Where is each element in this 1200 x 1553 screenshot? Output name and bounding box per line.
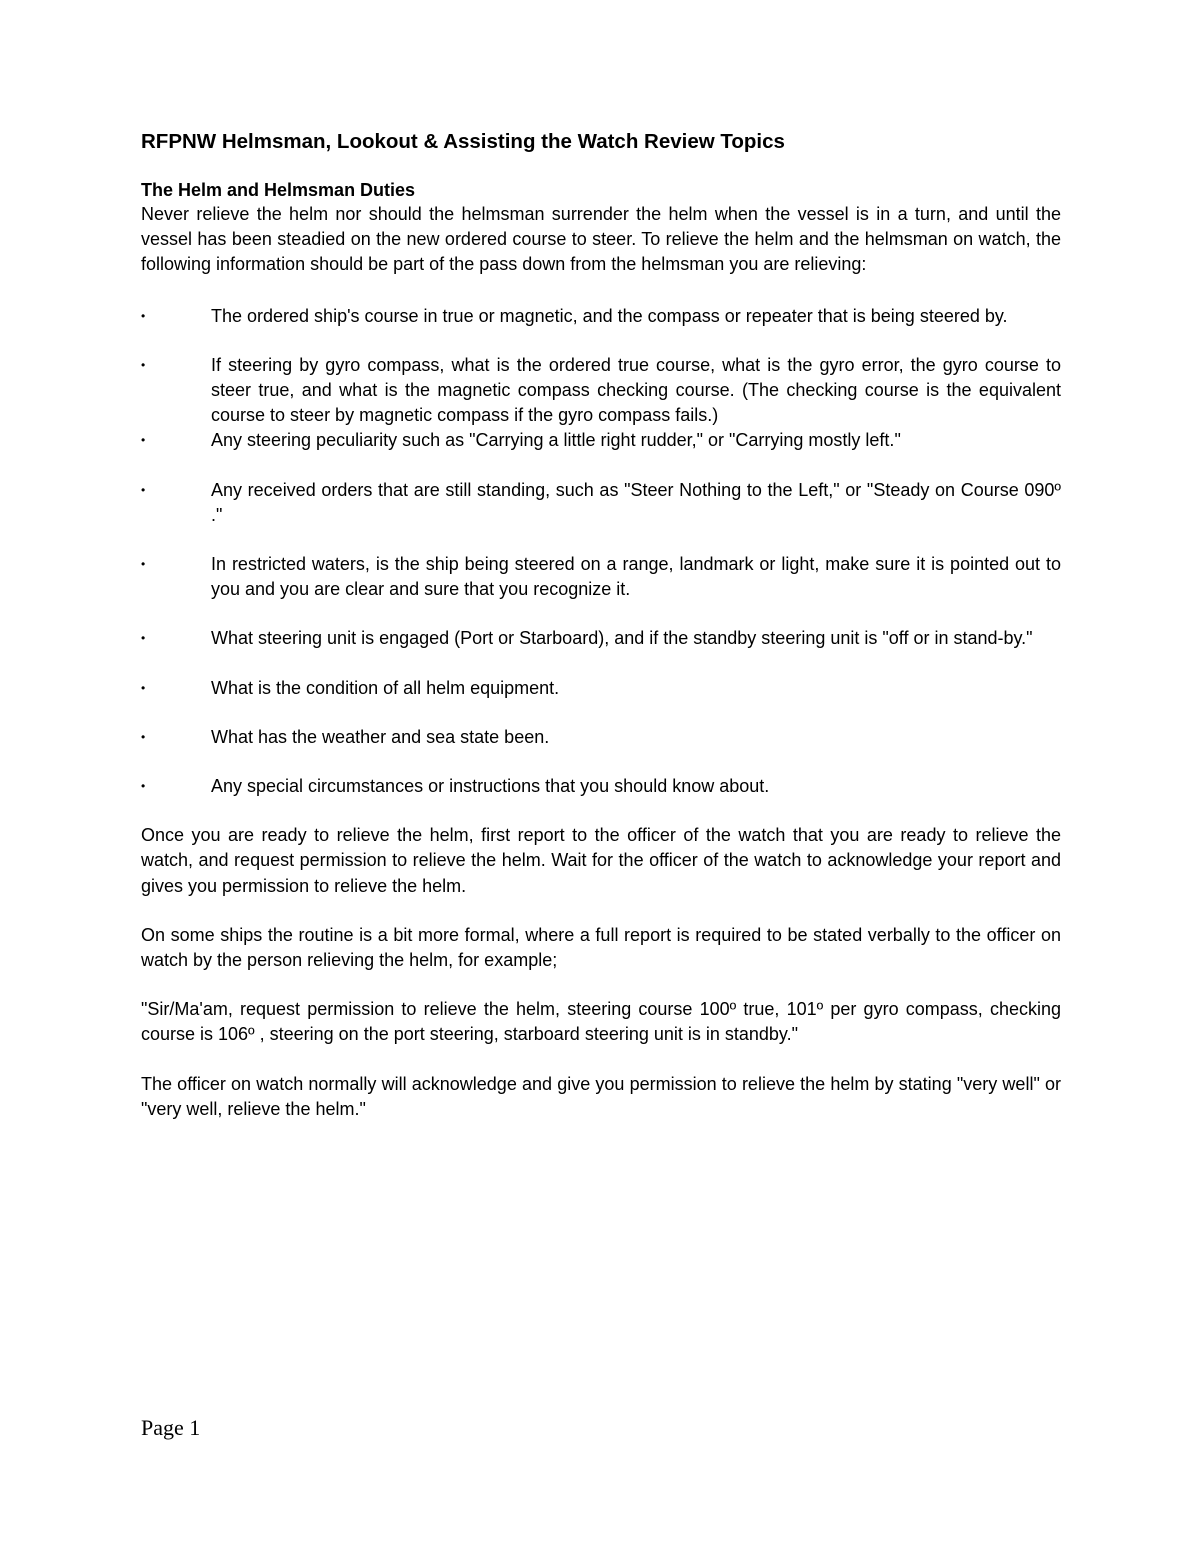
list-item [141,353,1061,429]
list-item-text: If steering by gyro compass, what is the ordered true course, what is the gyro error, the gyro course to steer true, and what is the magnetic compass checking course. (The checking course is the equivalent course to steer by magnetic compass if the gyro compass fails.) [211,354,1061,426]
list-item-text: In restricted waters, is the ship being steered on a range, landmark or light, make sure it is pointed out to you and you are clear and sure that you recognize it. [211,554,1061,600]
list-item-text: What steering unit is engaged (Port or Starboard), and if the standby steering unit is "off or in stand-by." [211,628,1033,649]
list-item [141,626,1061,651]
example-report-paragraph: "Sir/Ma'am, request permission to relieve the helm, steering course 100º true, 101º per gyro compass, checking course is 106º , steering on the port steering, starboard steering unit is in standby." [141,999,1061,1045]
list-item-text: Any special circumstances or instructions that you should know about. [211,776,770,797]
intro-paragraph: Never relieve the helm nor should the helmsman surrender the helm when the vessel is in a turn, and until the vessel has been steadied on the new ordered course to steer. To relieve the helm and the helmsman on watch, the following information should be part of the pass down from the helmsman you are relieving: [141,204,1061,275]
list-item-text: What is the condition of all helm equipment. [211,677,560,698]
document-body [141,128,1061,1146]
list-item [141,774,1061,799]
bullet-icon: • [141,433,146,448]
list-item [141,304,1061,329]
bullet-icon: • [141,779,146,794]
list-item [141,428,1061,453]
list-item [141,725,1061,750]
list-item [141,676,1061,701]
section-heading: The Helm and Helmsman Duties [141,180,416,200]
body-paragraph: The officer on watch normally will acknowledge and give you permission to relieve the helm by stating "very well" or "very well, relieve the helm." [141,1073,1061,1119]
page-number: Page 1 [141,1415,201,1440]
body-paragraph: Once you are ready to relieve the helm, first report to the officer of the watch that you are ready to relieve the watch, and request permission to relieve the helm. Wait for the officer of the watch to acknowledge your report and gives you permission to relieve the helm. [141,825,1061,896]
bullet-icon: • [141,482,146,497]
list-item-text: Any received orders that are still standing, such as "Steer Nothing to the Left," or "Steady on Course 090º ." [211,479,1061,525]
list-item [141,478,1061,528]
bullet-icon: • [141,308,146,323]
list-item [141,552,1061,602]
list-item-text: What has the weather and sea state been. [211,726,550,747]
bullet-icon: • [141,631,146,646]
bullet-icon: • [141,729,146,744]
list-item-text: Any steering peculiarity such as "Carrying a little right rudder," or "Carrying mostly left." [211,430,901,451]
bullet-icon: • [141,680,146,695]
document-title: RFPNW Helmsman, Lookout & Assisting the Watch Review Topics [141,130,785,153]
bullet-icon: • [141,557,146,572]
list-item-text: The ordered ship's course in true or magnetic, and the compass or repeater that is being steered by. [211,305,1008,326]
bullet-icon: • [141,357,146,372]
body-paragraph: On some ships the routine is a bit more formal, where a full report is required to be stated verbally to the officer on watch by the person relieving the helm, for example; [141,924,1061,971]
passdown-checklist [141,304,1061,800]
